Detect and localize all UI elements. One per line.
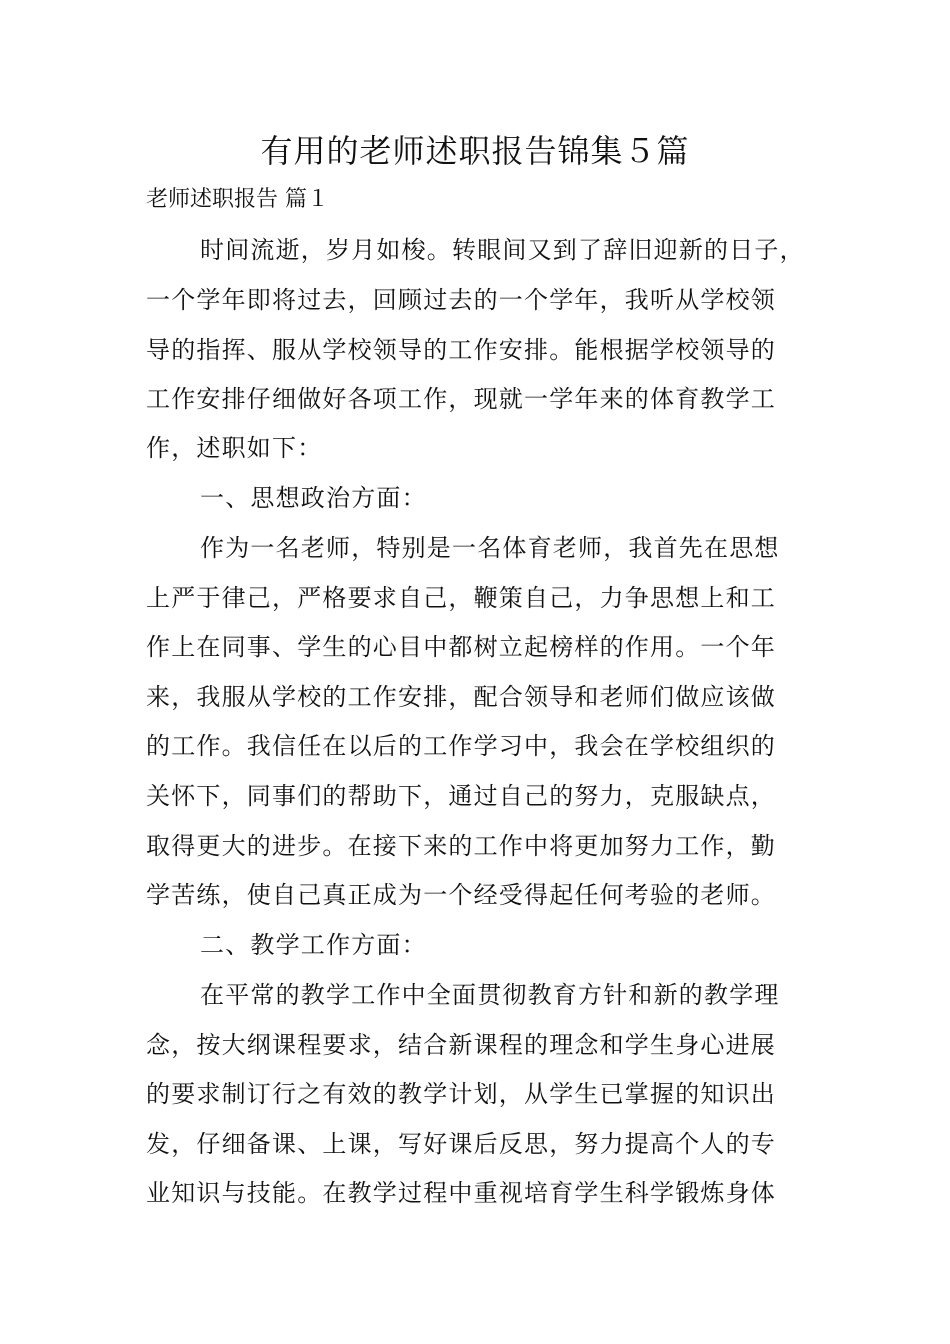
document-title: 有用的老师述职报告锦集５篇 [260, 132, 690, 170]
text-line: 的要求制订行之有效的教学计划，从学生已掌握的知识出 [146, 1080, 776, 1108]
text-line: 一个学年即将过去，回顾过去的一个学年，我听从学校领 [146, 286, 776, 314]
text-line: 取得更大的进步。在接下来的工作中将更加努力工作，勤 [146, 832, 776, 860]
text-line: 作为一名老师，特别是一名体育老师，我首先在思想 [200, 534, 780, 562]
text-line: 上严于律己，严格要求自己，鞭策自己，力争思想上和工 [146, 584, 776, 612]
text-line: 在平常的教学工作中全面贯彻教育方针和新的教学理 [200, 981, 780, 1009]
section-heading-line: 一、思想政治方面： [200, 484, 427, 512]
text-line: 作，述职如下： [146, 434, 323, 462]
text-line: 发，仔细备课、上课，写好课后反思，努力提高个人的专 [146, 1130, 776, 1158]
text-line: 来，我服从学校的工作安排，配合领导和老师们做应该做 [146, 683, 776, 711]
text-line: 学苦练，使自己真正成为一个经受得起任何考验的老师。 [146, 881, 776, 909]
text-line: 关怀下，同事们的帮助下，通过自己的努力，克服缺点， [146, 782, 776, 810]
section-heading: 老师述职报告 篇１ [146, 187, 329, 212]
text-line: 作上在同事、学生的心目中都树立起榜样的作用。一个年 [146, 633, 776, 661]
text-line: 念，按大纲课程要求，结合新课程的理念和学生身心进展 [146, 1031, 776, 1059]
text-line: 业知识与技能。在教学过程中重视培育学生科学锻炼身体 [146, 1179, 776, 1207]
section-heading-line: 二、教学工作方面： [200, 931, 427, 959]
text-line: 时间流逝，岁月如梭。转眼间又到了辞旧迎新的日子， [200, 236, 805, 264]
text-line: 工作安排仔细做好各项工作，现就一学年来的体育教学工 [146, 385, 776, 413]
text-line: 导的指挥、服从学校领导的工作安排。能根据学校领导的 [146, 336, 776, 364]
text-line: 的工作。我信任在以后的工作学习中，我会在学校组织的 [146, 732, 776, 760]
